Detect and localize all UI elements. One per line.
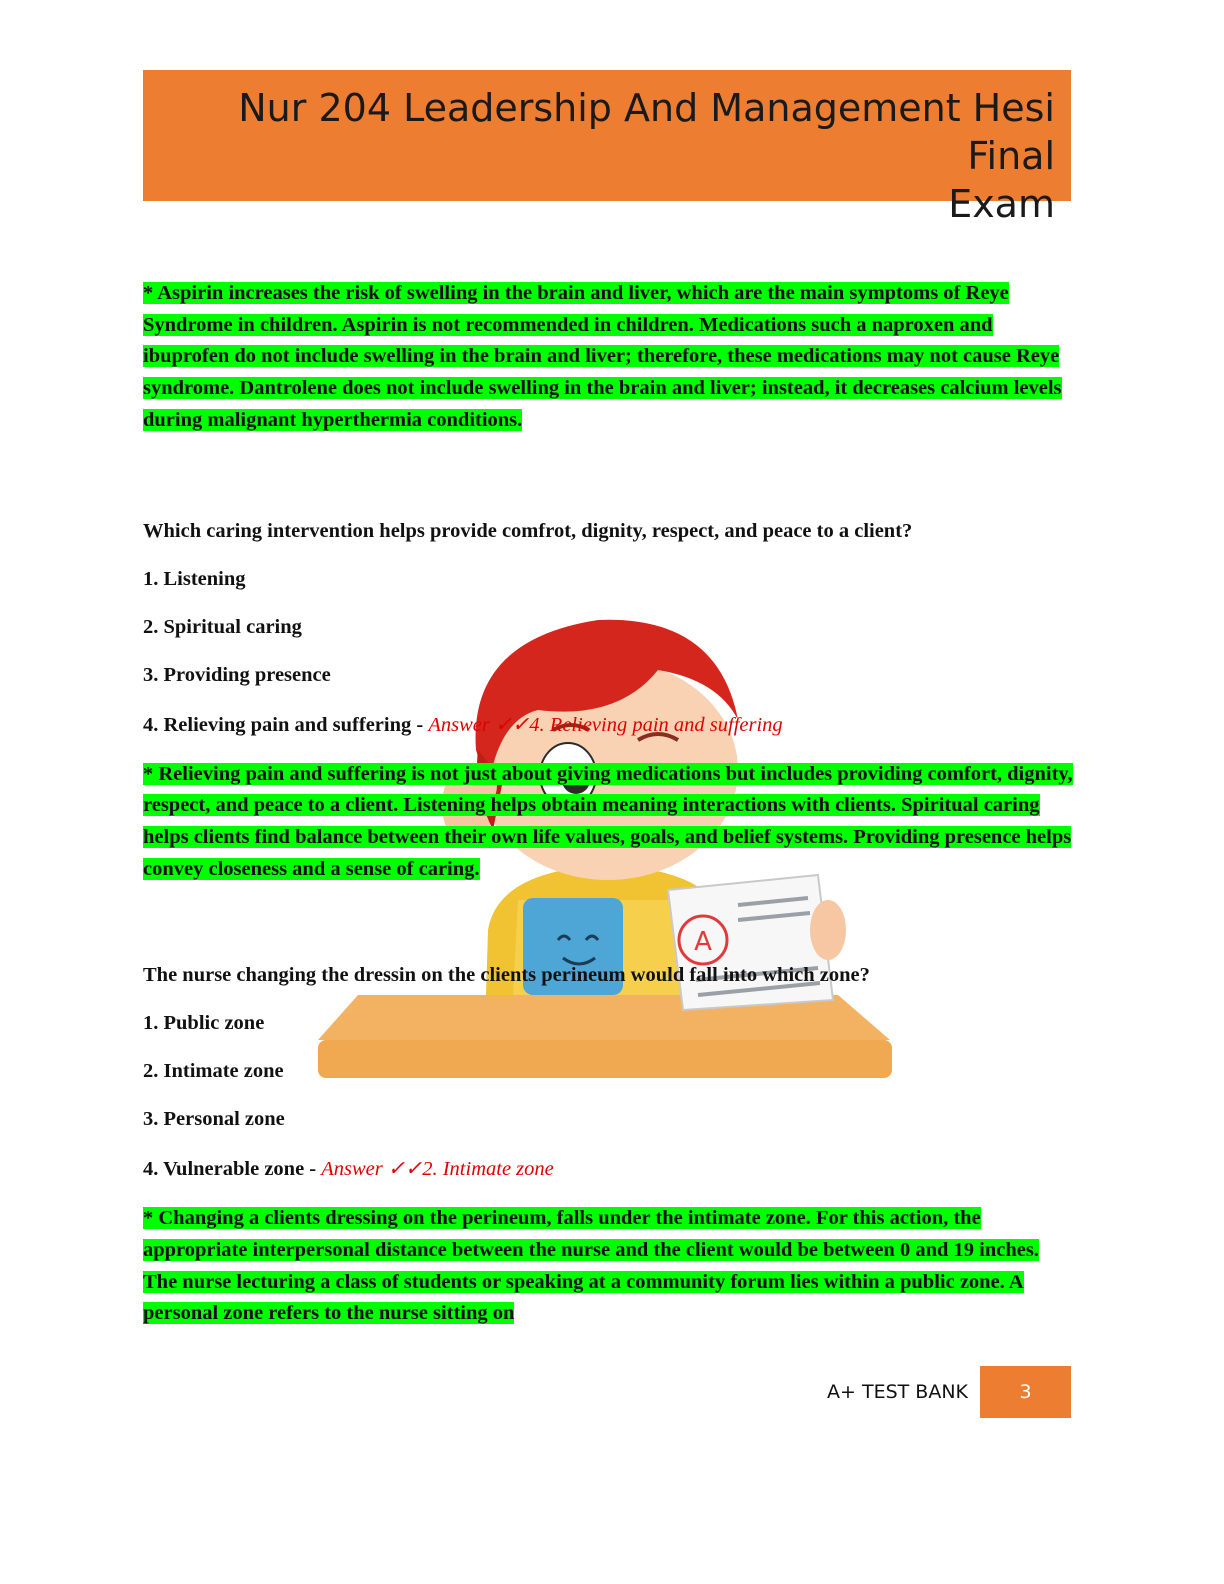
q2-rationale (143, 1203, 1073, 1330)
q2-answer: Answer ✓✓2. Intimate zone (321, 1158, 554, 1181)
q2-option-2: 2. Intimate zone (143, 1060, 284, 1083)
q1-option-4-with-answer (143, 711, 1073, 739)
rationale-reye-syndrome (143, 278, 1073, 437)
q1-option-2: 2. Spiritual caring (143, 615, 302, 638)
answer-separator: - (304, 1158, 322, 1181)
q2-option-3: 3. Personal zone (143, 1108, 285, 1131)
answer-separator: - (411, 713, 429, 736)
q1-rationale (143, 759, 1073, 886)
document-body (143, 278, 1073, 1330)
page-number: 3 (980, 1366, 1071, 1418)
rationale-text: * Changing a clients dressing on the perineum, falls under the intimate zone. For this action, the appropriate interpersonal distance between the nurse and the client would be between 0 and 19 inches. The nurse lecturing a class of students or speaking at a community forum lies within a public zone. A personal zone refers to the nurse sitting on (143, 1207, 1039, 1325)
title-line-2: Exam (948, 182, 1055, 226)
title-line-1: Nur 204 Leadership And Management Hesi Final (238, 86, 1055, 178)
rationale-text: * Relieving pain and suffering is not just about giving medications but includes providing comfort, dignity, respect, and peace to a client. Listening helps obtain meaning interactions with clients. Spiritual caring helps clients find balance between their own life values, goals, and belief systems. Providing presence helps convey closeness and a sense of caring. (143, 762, 1073, 880)
rationale-text: * Aspirin increases the risk of swelling in the brain and liver, which are the main symptoms of Reye Syndrome in children. Aspirin is not recommended in children. Medications such a naproxen and ibuprofen do not include swelling in the brain and liver; therefore, these medications may not cause Reye syndrome. Dantrolene does not include swelling in the brain and liver; instead, it decreases calcium levels during malignant hyperthermia conditions. (143, 282, 1062, 431)
question-1: Which caring intervention helps provide comfrot, dignity, respect, and peace to a client? (143, 519, 913, 542)
title-banner (143, 70, 1071, 226)
q2-option-1: 1. Public zone (143, 1012, 265, 1035)
footer-label: A+ TEST BANK (827, 1381, 968, 1403)
q1-option-1: 1. Listening (143, 567, 246, 590)
q1-option-4: 4. Relieving pain and suffering (143, 713, 412, 736)
question-2: The nurse changing the dressin on the clients perineum would fall into which zone? (143, 964, 870, 987)
q2-option-4: 4. Vulnerable zone (143, 1158, 305, 1181)
document-title (173, 84, 1055, 228)
q2-option-4-with-answer (143, 1155, 1073, 1183)
q1-answer: Answer ✓✓4. Relieving pain and suffering (428, 713, 783, 736)
q1-option-3: 3. Providing presence (143, 663, 331, 686)
grade-mark: A (694, 927, 712, 957)
